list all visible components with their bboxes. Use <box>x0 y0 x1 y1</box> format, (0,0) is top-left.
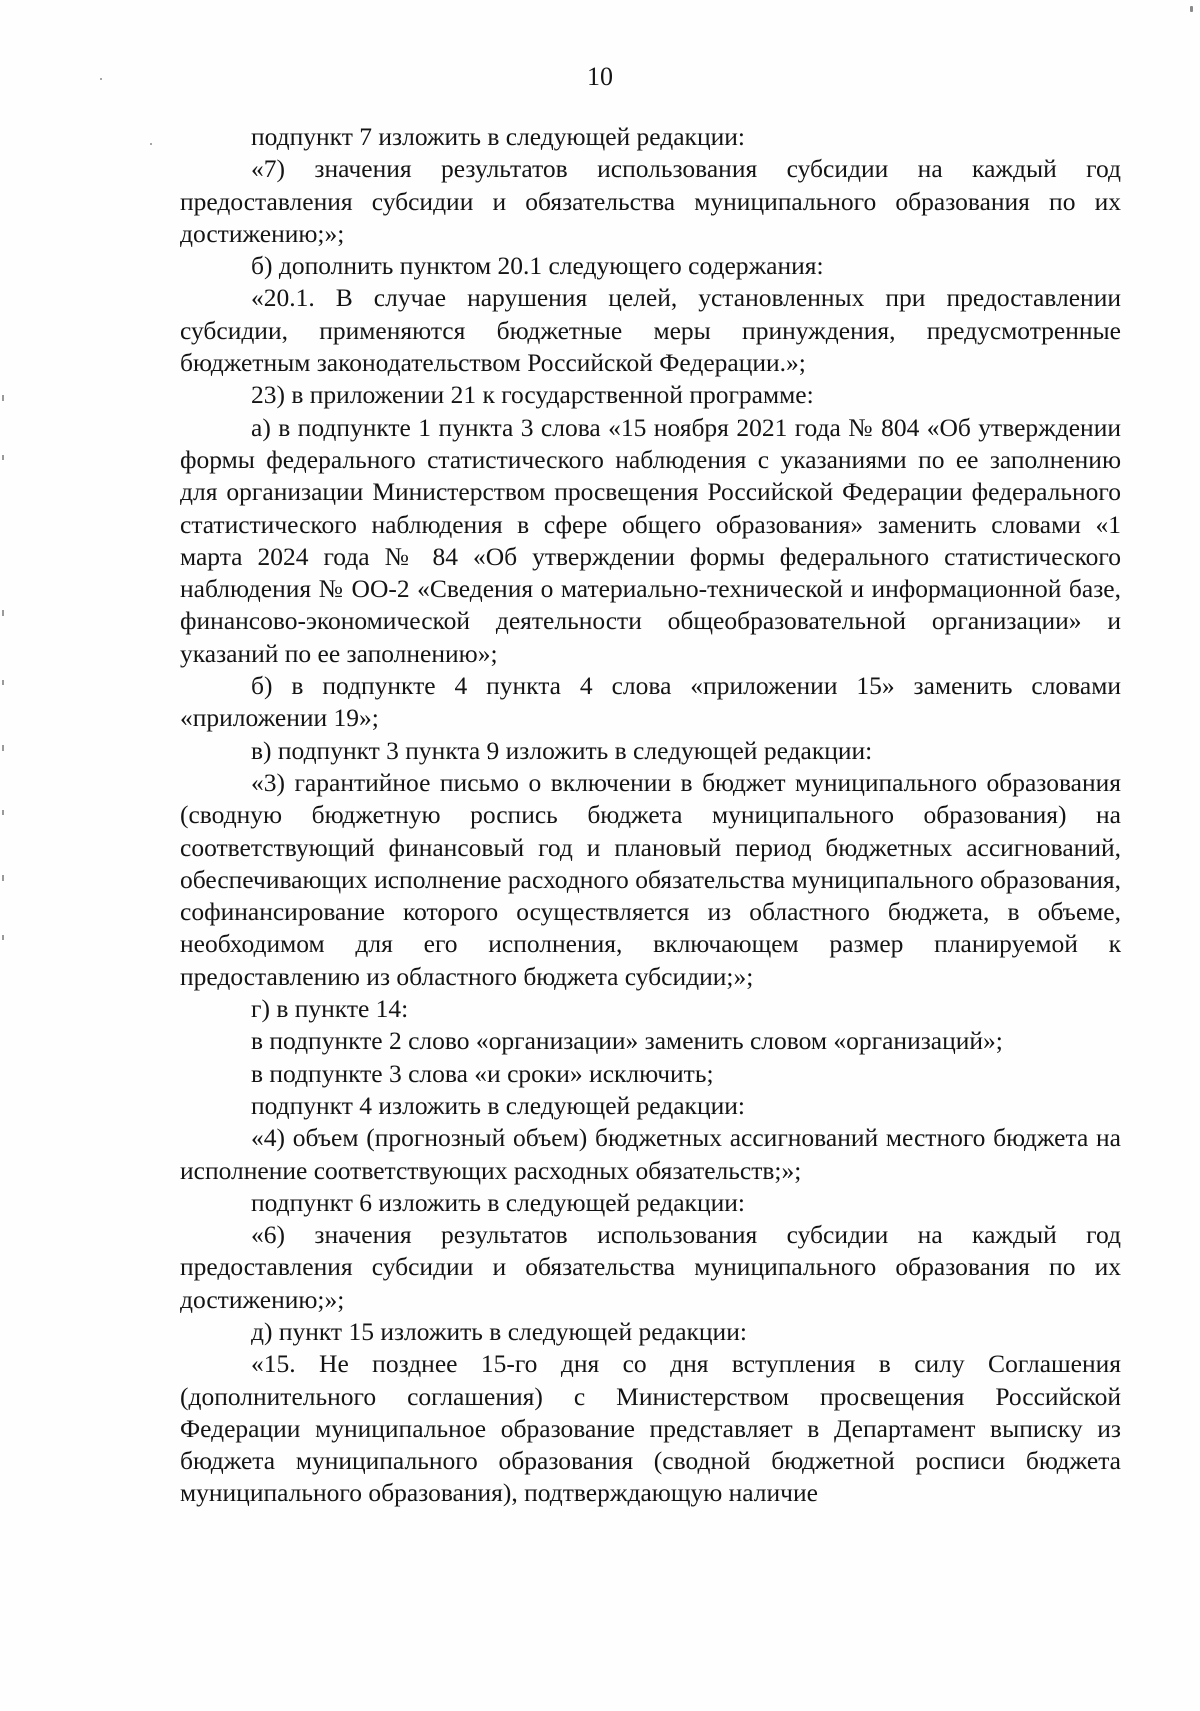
scan-edge-mark <box>2 680 4 685</box>
paragraph: «20.1. В случае нарушения целей, установленных при предоставлении субсидии, применяются бюджетные меры принуждения, предусмотренные бюджетным законодательством Российской Федерации.»; <box>180 283 1121 378</box>
scan-speck <box>1190 6 1193 12</box>
scan-edge-mark <box>2 745 4 751</box>
scan-edge-mark <box>2 935 4 940</box>
paragraph: б) дополнить пунктом 20.1 следующего содержания: <box>251 251 824 281</box>
paragraph: 23) в приложении 21 к государственной программе: <box>251 380 814 410</box>
paragraph: «7) значения результатов использования субсидии на каждый год предоставления субсидии и обязательства муниципального образования по их достижению;»; <box>180 154 1121 248</box>
paragraph: «3) гарантийное письмо о включении в бюджет муниципального образования (сводную бюджетную роспись бюджета муниципального образования) на соответствующий финансовый год и плановый период бюджетных ассигнований, обеспечивающих исполнение расходного обязательства муниципального образования, софинансирование которого осуществляется из областного бюджета, в объеме, необходимом для его исполнения, включающем размер планируемой к предоставлению из областного бюджета субсидии;»; <box>180 767 1121 991</box>
scan-edge-mark <box>2 875 4 881</box>
paragraph: «4) объем (прогнозный объем) бюджетных ассигнований местного бюджета на исполнение соответствующих расходных обязательств;»; <box>180 1123 1121 1185</box>
scan-edge-mark <box>2 610 4 616</box>
page-number: 10 <box>587 62 613 91</box>
paragraph: б) в подпункте 4 пункта 4 слова «приложении 15» заменить словами «приложении 19»; <box>180 671 1121 733</box>
paragraph: в подпункте 3 слова «и сроки» исключить; <box>251 1058 714 1088</box>
scan-edge-mark <box>2 810 4 815</box>
scan-edge-mark <box>2 455 4 460</box>
scan-edge-mark <box>2 395 4 401</box>
paragraph: подпункт 7 изложить в следующей редакции: <box>251 122 745 151</box>
paragraph: «6) значения результатов использования субсидии на каждый год предоставления субсидии и обязательства муниципального образования по их достижению;»; <box>180 1220 1121 1314</box>
scan-speck <box>150 143 152 145</box>
paragraph: «15. Не позднее 15-го дня со дня вступления в силу Соглашения (дополнительного соглашения) с Министерством просвещения Российской Федерации муниципальное образование представляет в Департамент выписку из бюджета муниципального образования (сводной бюджетной росписи бюджета муниципального образования), подтверждающую наличие <box>180 1349 1121 1508</box>
document-body <box>180 121 1121 1510</box>
paragraph: подпункт 6 изложить в следующей редакции: <box>251 1187 745 1217</box>
paragraph: д) пункт 15 изложить в следующей редакции: <box>251 1316 747 1346</box>
paragraph: а) в подпункте 1 пункта 3 слова «15 ноября 2021 года № 804 «Об утверждении формы федерального статистического наблюдения с указаниями по ее заполнению для организации Министерством просвещения Российской Федерации федерального статистического наблюдения в сфере общего образования» заменить словами «1 марта 2024 года № 84 «Об утверждении формы федерального статистического наблюдения № ОО-2 «Сведения о материально-технической и информационной базе, финансово-экономической деятельности общеобразовательной организации» и указаний по ее заполнению»; <box>180 412 1121 668</box>
paragraph: в подпункте 2 слово «организации» заменить словом «организаций»; <box>251 1026 1003 1056</box>
paragraph: в) подпункт 3 пункта 9 изложить в следующей редакции: <box>251 735 873 765</box>
paragraph: г) в пункте 14: <box>251 994 409 1024</box>
paragraph: подпункт 4 изложить в следующей редакции: <box>251 1090 745 1120</box>
scan-speck <box>100 78 102 80</box>
